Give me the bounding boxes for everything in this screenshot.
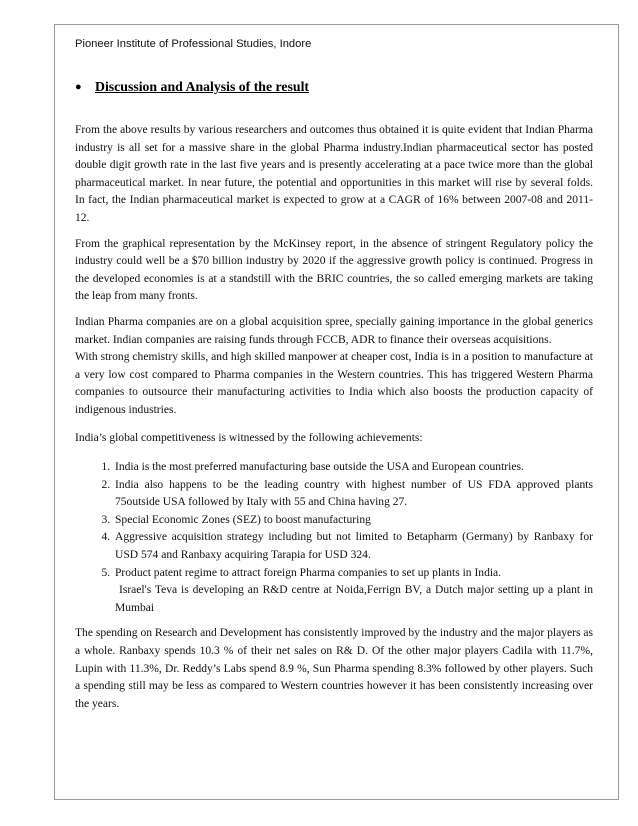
- paragraph-acquisition: Indian Pharma companies are on a global acquisition spree, specially gaining importance in the global generics market. Indian companies are raising funds through FCCB, ADR to finance their overseas acquisitions.: [75, 315, 593, 346]
- paragraph-mckinsey: From the graphical representation by the McKinsey report, in the absence of stringent Regulatory policy the industry could well be a $70 billion industry by 2020 if the aggressive growth policy is continued. Progress in the developed economies is at a standstill with the BRIC countries, the so called emerging markets are taking the leap from many fronts.: [75, 237, 593, 303]
- achievements-list: [75, 459, 593, 617]
- list-item: 4. Aggressive acquisition strategy including but not limited to Betapharm (Germany) by Ranbaxy for USD 574 and Ranbaxy acquiring Tarapia for USD 324.: [113, 529, 593, 564]
- paragraph-overview: From the above results by various researchers and outcomes thus obtained it is quite evident that Indian Pharma industry is all set for a massive share in the global Pharma industry.Indian pharmaceutical sector has posted double digit growth rate in the last five years and is presently accelerating at a pace twice more than the global pharmaceutical market. In near future, the potential and opportunities in this market will rise by several folds. In fact, the Indian pharmaceutical market is expected to grow at a CAGR of 16% between 2007-08 and 2011-12.: [75, 124, 593, 224]
- document-body: [75, 122, 593, 721]
- paragraph-manufacturing: With strong chemistry skills, and high skilled manpower at cheaper cost, India is in a position to manufacture at a very low cost compared to Pharma companies in the Western countries. This has triggered Western Pharma companies to outsource their manufacturing activities to India which also boosts the production capacity of indigenous industries.: [75, 351, 593, 416]
- bullet-icon: ●: [75, 81, 82, 93]
- list-item-note: Israel's Teva is developing an R&D centre at Noida,Ferrign BV, a Dutch major setting up a plant in Mumbai: [115, 584, 593, 614]
- list-item: 2. India also happens to be the leading country with highest number of US FDA approved plants 75outside USA followed by Italy with 55 and China having 27.: [113, 477, 593, 512]
- paragraph-competitiveness: India’s global competitiveness is witnessed by the following achievements:: [75, 431, 423, 444]
- section-heading: [75, 79, 310, 95]
- list-item: 3. Special Economic Zones (SEZ) to boost manufacturing: [113, 512, 593, 530]
- paragraph-rnd-spending: The spending on Research and Development has consistently improved by the industry and the major players as a whole. Ranbaxy spends 10.3 % of their net sales on R& D. Of the other major players Cadila with 11.7%, Lupin with 11.3%, Dr. Reddy’s Labs spend 8.9 %, Sun Pharma spending 8.3% followed by other players. Such a spending still may be less as compared to Western countries however it has been consistently increasing over the years.: [75, 627, 593, 710]
- page-header: Pioneer Institute of Professional Studies, Indore: [75, 38, 312, 50]
- document-page: [54, 24, 619, 800]
- list-item: 1. India is the most preferred manufacturing base outside the USA and European countries.: [113, 459, 593, 477]
- list-item: [113, 565, 593, 618]
- list-item-text: Product patent regime to attract foreign Pharma companies to set up plants in India.: [115, 566, 502, 579]
- section-heading-text: Discussion and Analysis of the result: [95, 79, 310, 94]
